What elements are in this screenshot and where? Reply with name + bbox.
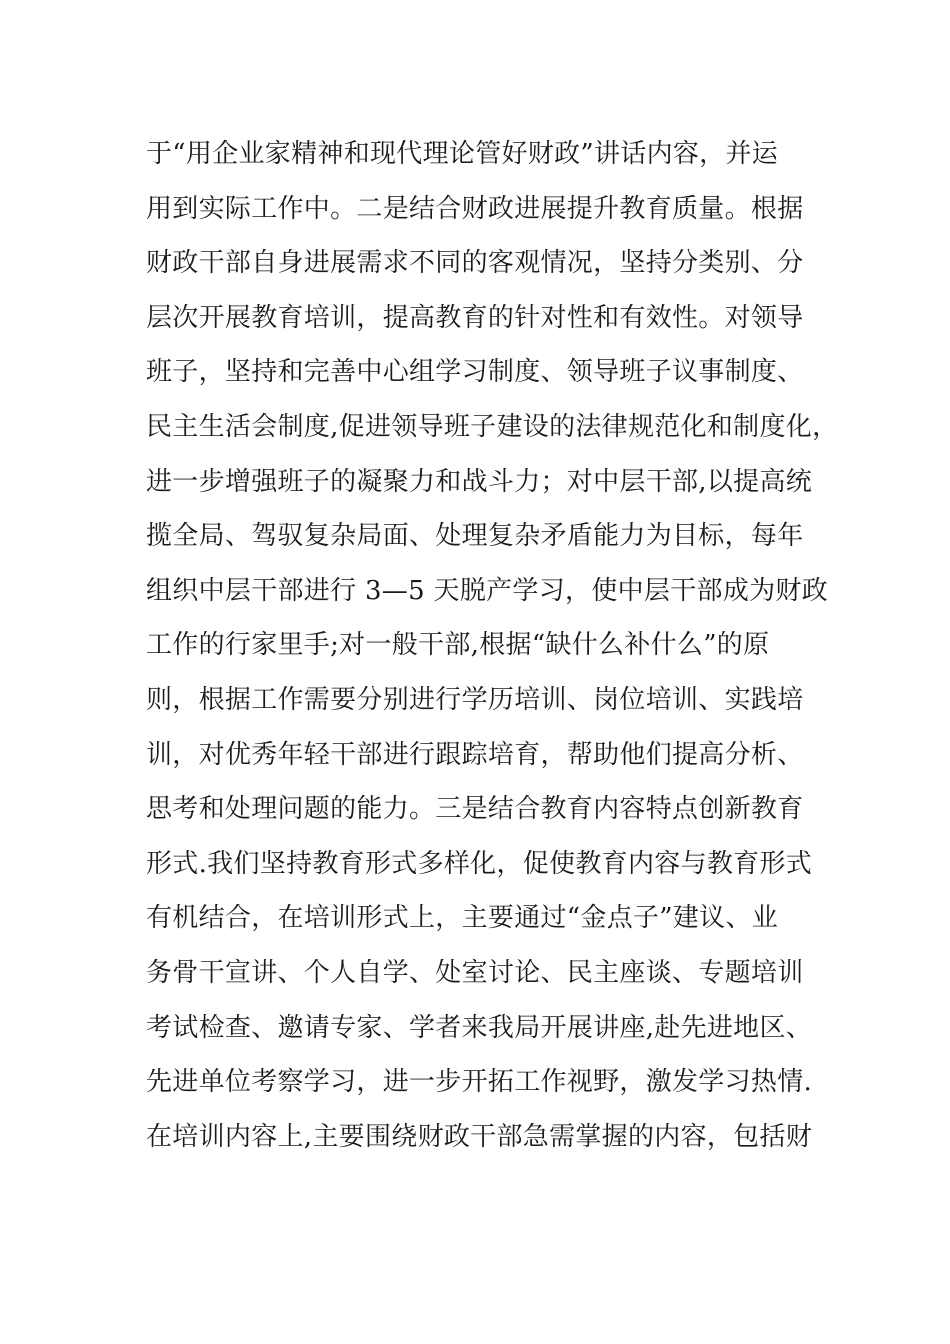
text-line: 班子，坚持和完善中心组学习制度、领导班子议事制度、: [146, 357, 804, 388]
text-line: 于“用企业家精神和现代理论管好财政”讲话内容，并运: [146, 139, 779, 169]
text-line: 揽全局、驾驭复杂局面、处理复杂矛盾能力为目标，每年: [146, 521, 804, 552]
text-line: 组织中层干部进行 3—5 天脱产学习，使中层干部成为财政: [146, 575, 829, 606]
text-line: 训，对优秀年轻干部进行跟踪培育，帮助他们提高分析、: [146, 739, 804, 770]
text-line: 财政干部自身进展需求不同的客观情况，坚持分类别、分: [146, 248, 804, 279]
text-line: 民主生活会制度,促进领导班子建设的法律规范化和制度化，: [146, 411, 839, 442]
text-line: 务骨干宣讲、个人自学、处室讨论、民主座谈、专题培训: [146, 957, 804, 988]
text-line: 在培训内容上,主要围绕财政干部急需掌握的内容，包括财: [146, 1121, 813, 1152]
text-line: 则，根据工作需要分别进行学历培训、岗位培训、实践培: [146, 684, 804, 715]
text-line: 先进单位考察学习，进一步开拓工作视野，激发学习热情.: [146, 1067, 813, 1098]
text-line: 层次开展教育培训，提高教育的针对性和有效性。对领导: [146, 302, 804, 333]
text-line: 工作的行家里手;对一般干部,根据“缺什么补什么”的原: [146, 630, 770, 661]
text-line: 考试检查、邀请专家、学者来我局开展讲座,赴先进地区、: [146, 1012, 813, 1043]
body-text: [146, 132, 839, 1169]
text-line: 有机结合，在培训形式上，主要通过“金点子”建议、业: [146, 903, 779, 934]
text-line: 思考和处理问题的能力。三是结合教育内容特点创新教育: [146, 794, 804, 825]
text-line: 形式.我们坚持教育形式多样化，促使教育内容与教育形式: [146, 848, 813, 879]
text-line: 用到实际工作中。二是结合财政进展提升教育质量。根据: [146, 193, 804, 224]
text-line: 进一步增强班子的凝聚力和战斗力；对中层干部,以提高统: [146, 466, 813, 497]
